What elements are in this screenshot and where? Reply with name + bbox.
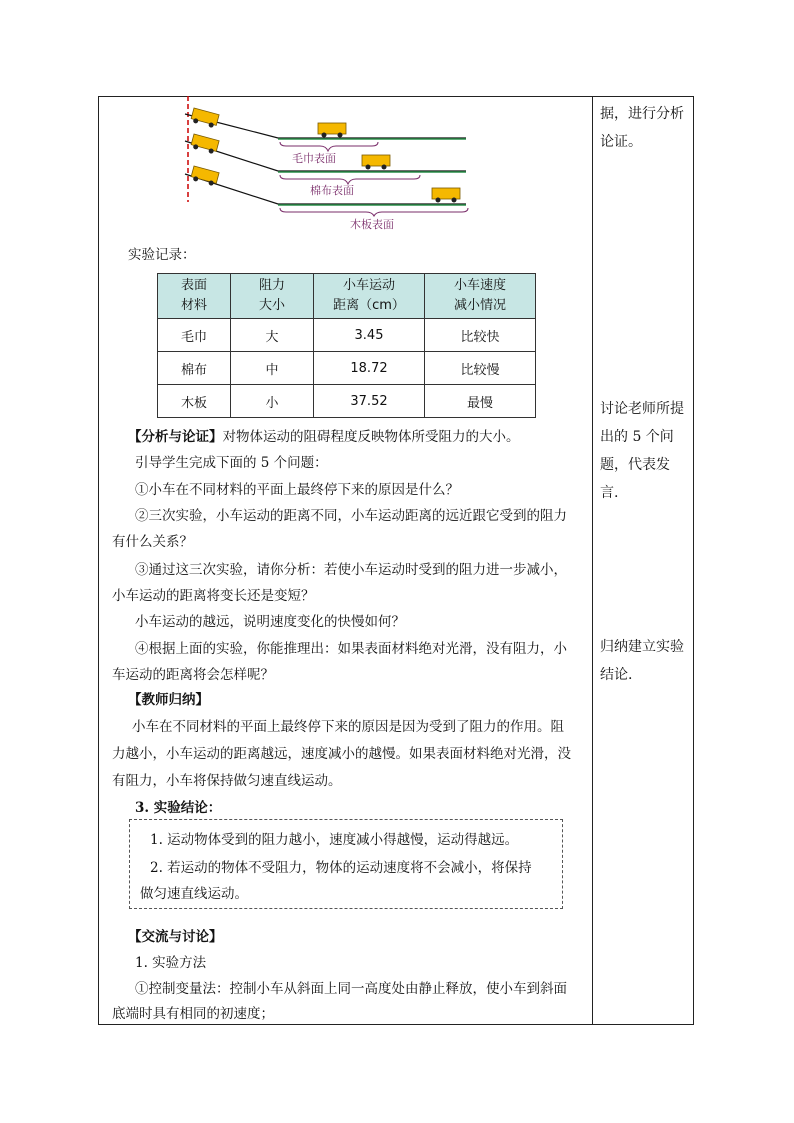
conclusion-heading: 3. 实验结论： <box>135 800 222 816</box>
question-3a: ③通过这三次实验，请你分析：若使小车运动时受到的阻力进一步减小， <box>135 562 567 578</box>
teacher-heading: 【教师归纳】 <box>128 692 209 708</box>
cart-stopped-towel <box>318 123 346 138</box>
record-table <box>157 273 536 418</box>
header-distance: 小车运动 距离（cm） <box>314 274 425 319</box>
cart-stopped-cotton <box>362 155 390 170</box>
brace-towel <box>280 142 378 151</box>
method-1a: ①控制变量法：控制小车从斜面上同一高度处由静止释放，使小车到斜面 <box>135 981 567 997</box>
discussion-heading: 【交流与讨论】 <box>128 929 223 945</box>
conclusion-2b: 做匀速直线运动。 <box>140 886 248 902</box>
record-title: 实验记录： <box>128 247 196 263</box>
method-title: 1. 实验方法 <box>135 955 207 971</box>
analysis-intro: 引导学生完成下面的 5 个问题： <box>135 455 328 471</box>
label-wood: 木板表面 <box>350 218 394 231</box>
teacher-line-2: 力越小，小车运动的距离越远，速度减小的越慢。如果表面材料绝对光滑，没 <box>112 746 571 762</box>
question-5b: 车运动的距离将会怎样呢？ <box>112 667 274 683</box>
conclusion-box <box>129 819 563 909</box>
question-4: 小车运动的越远，说明速度变化的快慢如何？ <box>135 614 405 630</box>
method-1b: 底端时具有相同的初速度； <box>112 1006 274 1022</box>
question-1: ①小车在不同材料的平面上最终停下来的原因是什么？ <box>135 482 459 498</box>
question-2a: ②三次实验，小车运动的距离不同，小车运动距离的远近跟它受到的阻力 <box>135 508 567 524</box>
conclusion-1: 1. 运动物体受到的阻力越小，速度减小得越慢，运动得越远。 <box>150 832 519 848</box>
analysis-heading: 【分析与论证】 <box>128 429 223 445</box>
conclusion-2a: 2. 若运动的物体不受阻力，物体的运动速度将不会减小，将保持 <box>150 860 532 876</box>
header-material: 表面 材料 <box>158 274 231 319</box>
cart-stopped-wood <box>432 188 460 203</box>
teacher-line-1: 小车在不同材料的平面上最终停下来的原因是因为受到了阻力的作用。阻 <box>132 719 564 735</box>
label-towel: 毛巾表面 <box>292 152 336 165</box>
side-note-2: 讨论老师所提 出的 5 个问 题，代表发 言. <box>600 401 684 501</box>
label-cotton: 棉布表面 <box>310 184 354 197</box>
experiment-diagram <box>180 96 480 236</box>
cart-middle-ramp <box>190 134 219 155</box>
teacher-line-3: 有阻力，小车将保持做匀速直线运动。 <box>112 773 342 789</box>
side-note-1: 据，进行分析 论证。 <box>600 106 684 150</box>
analysis-heading-line: 【分析与论证】对物体运动的阻碍程度反映物体所受阻力的大小。 <box>128 429 520 445</box>
brace-wood <box>280 208 468 216</box>
side-note-3: 归纳建立实验 结论. <box>600 639 684 683</box>
table-row: 棉布 中 18.72 比较慢 <box>158 352 536 385</box>
table-row: 木板 小 37.52 最慢 <box>158 385 536 418</box>
header-speed: 小车速度 减小情况 <box>425 274 536 319</box>
question-3b: 小车运动的距离将变长还是变短？ <box>112 588 315 604</box>
table-row: 毛巾 大 3.45 比较快 <box>158 319 536 352</box>
brace-cotton <box>280 175 420 184</box>
question-2b: 有什么关系？ <box>112 534 193 550</box>
header-resistance: 阻力 大小 <box>231 274 314 319</box>
question-5a: ④根据上面的实验，你能推理出：如果表面材料绝对光滑，没有阻力，小 <box>135 641 567 657</box>
cart-top-ramp <box>190 108 219 129</box>
